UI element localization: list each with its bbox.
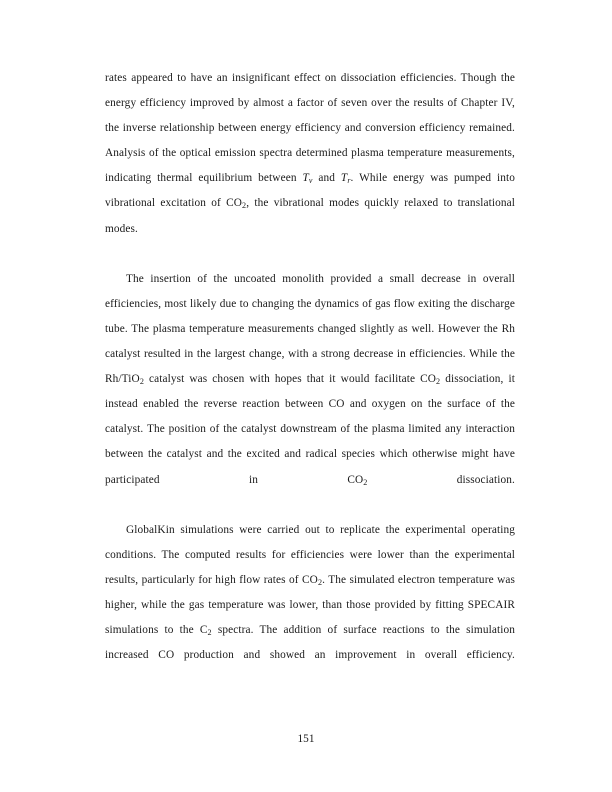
body-paragraph-3: GlobalKin simulations were carried out to replicate the experimental operating conditions. The computed results for efficiencies were lower than the experimental results, particularly for high flow rates of $CO_2$. The simulated electron temperature was higher, while the gas temperature was lower, than those provided by fitting SPECAIR simulations to the $C_2$ spectra. The addition of surface reactions to the simulation increased CO production and showed an improvement in overall efficiency.	[105, 523, 515, 662]
body-paragraph-1: rates appeared to have an insignificant effect on dissociation efficiencies. Though the energy efficiency improved by almost a factor of seven over the results of Chapter IV, the inverse relationship between energy efficiency and conversion efficiency remained. Analysis of the optical emission spectra determined plasma temperature measurements, indicating thermal equilibrium between $T_v$ and $T_r$. While energy was pumped into vibrational excitation of $CO_2$, the vibrational modes quickly relaxed to translational modes.	[105, 72, 516, 235]
math-variable: $T_r$	[340, 172, 351, 186]
chemical-subscript: 2	[317, 577, 323, 587]
chemical-subscript: 2	[363, 477, 368, 487]
page-text-block	[105, 66, 515, 693]
chemical-subscript: 2	[207, 628, 212, 638]
chemical-subscript: 2	[139, 377, 144, 387]
math-variable: $T_v$	[302, 172, 313, 186]
chemical-subscript: 2	[436, 377, 441, 387]
page-number: 151	[297, 733, 315, 745]
chemical-subscript: 2	[242, 201, 247, 211]
body-paragraph-2: The insertion of the uncoated monolith provided a small decrease in overall efficiencies, most likely due to changing the dynamics of gas flow exiting the discharge tube. The plasma temperature measurements changed slightly as well. However the Rh catalyst resulted in the largest change, with a strong decrease in efficiencies. While the Rh/TiO$_2$ catalyst was chosen with hopes that it would facilitate $CO_2$ dissociation, it instead enabled the reverse reaction between CO and oxygen on the surface of the catalyst. The position of the catalyst downstream of the plasma limited any interaction between the catalyst and the excited and radical species which otherwise might have participated in $CO_2$ dissociation.	[105, 272, 515, 487]
